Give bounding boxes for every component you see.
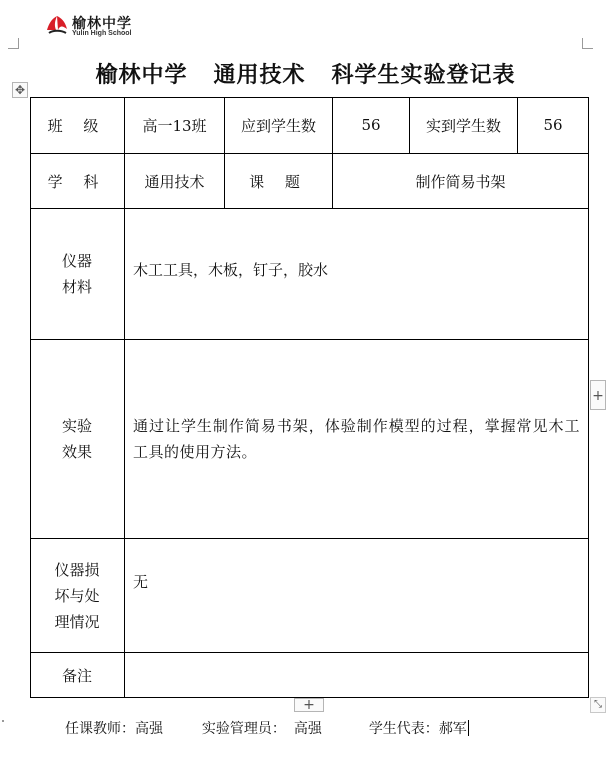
materials-label <box>30 209 125 340</box>
subject-value[interactable]: 通用技术 <box>125 154 225 209</box>
page-title: 榆林中学 通用技术 科学生实验登记表 <box>95 63 516 88</box>
effect-label-line-2: 效果 <box>61 443 92 461</box>
add-row-button[interactable]: + <box>294 698 324 712</box>
materials-label-line-1: 仪器 <box>61 252 92 270</box>
damage-label-line-1: 仪器损 <box>54 560 100 579</box>
table-resize-handle-icon[interactable]: ⤡ <box>590 697 606 713</box>
signature-footer <box>65 718 469 738</box>
manager-label: 实验管理员： <box>201 721 286 737</box>
damage-label-line-2: 坏与处 <box>54 586 100 605</box>
student-value[interactable]: 郝军 <box>438 721 467 737</box>
actual-students-value[interactable]: 56 <box>518 97 589 154</box>
add-column-button[interactable]: + <box>590 380 606 410</box>
class-label: 班 级 <box>30 97 125 154</box>
page-margin-corner-right <box>582 38 593 49</box>
class-value[interactable]: 高一13班 <box>125 97 225 154</box>
school-emblem-icon <box>44 12 70 38</box>
school-name-en: Yulin High School <box>72 30 132 37</box>
damage-label-line-3: 理情况 <box>54 612 100 631</box>
effect-label <box>30 340 125 539</box>
table-move-handle-icon[interactable]: ✥ <box>12 82 28 98</box>
topic-value[interactable]: 制作简易书架 <box>333 154 589 209</box>
page-margin-corner-left <box>8 38 19 49</box>
student-label: 学生代表： <box>368 721 439 737</box>
margin-marker <box>2 720 4 722</box>
notes-label: 备注 <box>30 653 125 698</box>
materials-value: 木工工具，木板，钉子，胶水 <box>133 260 329 279</box>
school-name-cn: 榆林中学 <box>72 16 132 32</box>
expected-students-value[interactable]: 56 <box>333 97 410 154</box>
school-logo <box>44 12 154 40</box>
teacher-value[interactable]: 高强 <box>135 721 163 737</box>
subject-label: 学 科 <box>30 154 125 209</box>
materials-value-cell[interactable] <box>125 209 589 340</box>
effect-value: 通过让学生制作简易书架，体验制作模型的过程，掌握常见木工工具的使用方法。 <box>133 417 580 461</box>
registration-table <box>30 97 588 697</box>
damage-value: 无 <box>133 573 149 591</box>
teacher-label: 任课教师： <box>65 721 135 737</box>
materials-label-line-2: 材料 <box>61 278 92 296</box>
notes-value[interactable] <box>125 653 589 698</box>
expected-students-label: 应到学生数 <box>225 97 333 154</box>
damage-value-cell[interactable] <box>125 539 589 653</box>
effect-value-cell[interactable] <box>125 340 589 539</box>
actual-students-label: 实到学生数 <box>410 97 518 154</box>
damage-label <box>30 539 125 653</box>
text-cursor <box>468 720 469 736</box>
topic-label: 课 题 <box>225 154 333 209</box>
effect-label-line-1: 实验 <box>61 417 92 435</box>
manager-value[interactable]: 高强 <box>293 721 322 737</box>
